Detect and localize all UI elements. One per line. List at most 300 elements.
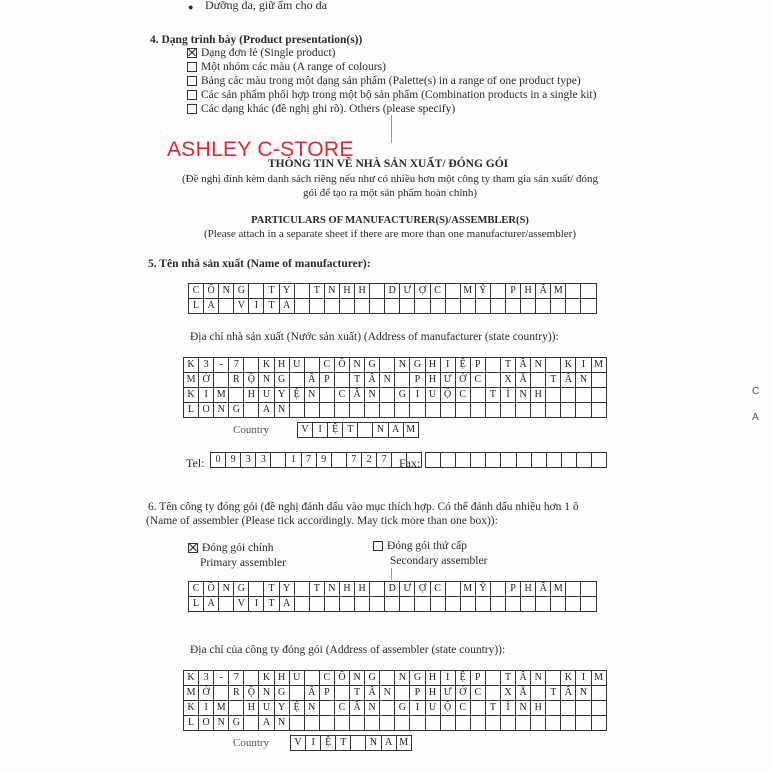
grid-row [211,453,422,468]
assembler-address-label: Địa chỉ của công ty đóng gói (Address of assembler (state country)): [190,644,506,656]
grid-cell: K [184,701,199,716]
grid-cell [475,299,490,314]
grid-cell [319,388,334,403]
grid-cell [294,284,309,299]
grid-cell [324,299,339,314]
manufacturer-address-label: Địa chỉ nhà sản xuất (Nước sản xuất) (Address of manufacturer (state country)): [190,331,559,343]
grid-cell [546,701,561,716]
grid-cell: I [249,597,264,612]
grid-cell: Ô [334,671,349,686]
grid-cell: M [551,582,566,597]
grid-cell: I [306,736,321,751]
grid-cell [581,284,596,299]
grid-cell: K [259,671,274,686]
grid-cell [591,373,606,388]
grid-cell: G [274,373,289,388]
grid-cell: I [199,701,214,716]
option-others[interactable]: Các dạng khác (đề nghị ghi rõ). Others (please specify) [187,103,455,115]
grid-cell [380,358,395,373]
grid-cell: Y [274,701,289,716]
grid-cell [531,453,546,468]
assembler-name-grid [188,581,597,612]
grid-cell [445,284,460,299]
grid-cell [334,373,349,388]
grid-cell: K [184,671,199,686]
grid-cell: Ộ [244,373,259,388]
grid-cell: V [298,423,313,438]
grid-cell: Ư [440,373,455,388]
grid-cell [244,358,259,373]
grid-cell: 9 [316,453,331,468]
grid-cell: I [410,388,425,403]
grid-cell: T [546,373,561,388]
grid-cell: Ộ [440,701,455,716]
grid-cell [521,597,536,612]
grid-cell: H [244,388,259,403]
grid-cell: Ầ [350,388,365,403]
grid-cell: N [274,403,289,418]
tel-grid[interactable] [210,452,422,468]
fax-grid[interactable] [425,452,607,468]
grid-cell [370,299,385,314]
grid-cell: P [505,284,520,299]
grid-cell: Â [365,373,380,388]
grid-cell: T [309,284,324,299]
grid-cell [334,403,349,418]
grid-cell: H [425,373,440,388]
grid-row [189,597,597,612]
grid-cell [576,453,591,468]
grid-cell: N [395,671,410,686]
grid-cell: T [264,597,279,612]
grid-cell: T [350,686,365,701]
grid-cell: Â [561,686,576,701]
grid-cell: N [350,671,365,686]
grid-cell: 2 [361,453,376,468]
grid-cell: Ẩ [536,582,551,597]
grid-cell: T [343,423,358,438]
grid-cell [551,299,566,314]
grid-cell [470,388,485,403]
grid-cell: I [440,671,455,686]
grid-cell: H [531,701,546,716]
section4-title: 4. Dạng trình bày (Product presentation(s)) [150,34,363,46]
grid-cell: Ấ [304,373,319,388]
grid-cell: C [430,582,445,597]
grid-cell [516,403,531,418]
grid-cell: I [249,299,264,314]
grid-cell [410,716,425,731]
grid-cell: H [274,671,289,686]
grid-cell: I [313,423,328,438]
grid-cell: Ã [516,373,531,388]
grid-cell: 0 [211,453,226,468]
grid-cell: A [279,299,294,314]
grid-cell [566,299,581,314]
grid-cell [244,671,259,686]
grid-cell [486,453,501,468]
grid-cell: T [350,373,365,388]
grid-cell [350,716,365,731]
grid-cell [445,597,460,612]
grid-cell: H [531,388,546,403]
grid-cell [370,582,385,597]
grid-cell: H [339,284,354,299]
grid-cell: 3 [256,453,271,468]
grid-cell: N [324,284,339,299]
grid-cell [581,597,596,612]
grid-cell: N [373,423,388,438]
grid-cell: G [395,701,410,716]
grid-row [189,582,597,597]
grid-cell [395,373,410,388]
grid-cell: L [189,597,204,612]
grid-cell: Ầ [350,701,365,716]
grid-cell [490,582,505,597]
grid-cell: M [184,686,199,701]
grid-cell [470,403,485,418]
grid-cell [365,403,380,418]
grid-cell: K [259,358,274,373]
grid-cell: V [291,736,306,751]
grid-cell [576,716,591,731]
grid-cell: U [259,701,274,716]
grid-cell: M [591,671,606,686]
grid-cell [561,403,576,418]
grid-cell: I [440,358,455,373]
grid-cell [591,388,606,403]
grid-cell: M [214,701,229,716]
grid-cell [455,716,470,731]
grid-cell: N [380,373,395,388]
grid-cell: Ỉ [500,388,515,403]
grid-cell: Ở [199,686,214,701]
grid-cell [546,453,561,468]
grid-cell [289,403,304,418]
grid-cell: Ỉ [500,701,515,716]
grid-cell [566,582,581,597]
grid-cell: G [365,358,380,373]
grid-cell: H [355,284,370,299]
grid-cell [219,597,234,612]
grid-cell [430,299,445,314]
grid-cell [546,716,561,731]
grid-cell: H [425,686,440,701]
grid-cell [531,403,546,418]
grid-cell: H [521,284,536,299]
grid-cell [331,453,346,468]
grid-cell [249,284,264,299]
grid-cell: A [204,299,219,314]
grid-cell [501,453,516,468]
grid-cell [576,701,591,716]
grid-cell [380,716,395,731]
grid-cell: 7 [377,453,392,468]
grid-cell: 3 [241,453,256,468]
grid-cell: Â [561,373,576,388]
grid-cell: K [561,358,576,373]
grid-cell [561,716,576,731]
assembler-country-label: Country [233,737,270,749]
scan-mark [391,115,392,143]
manufacturer-title-vi: THÔNG TIN VỀ NHÀ SẢN XUẤT/ ĐÓNG GÓI [268,158,509,170]
grid-cell [591,716,606,731]
grid-cell [531,373,546,388]
checkbox-checked-icon[interactable] [187,48,197,58]
grid-row [426,453,607,468]
primary-assembler-option[interactable]: Đóng gói chính [188,542,274,554]
grid-cell: K [184,388,199,403]
grid-cell: H [355,582,370,597]
checkbox-checked-icon[interactable] [188,543,198,553]
option-range-colours[interactable]: Một nhóm các màu (A range of colours) [187,61,386,73]
grid-cell: M [460,582,475,597]
grid-cell [294,597,309,612]
grid-cell: Ỹ [475,284,490,299]
grid-cell [425,403,440,418]
grid-cell [531,716,546,731]
grid-cell: U [259,388,274,403]
checkbox-icon[interactable] [187,76,197,86]
grid-cell [470,701,485,716]
grid-cell: G [234,284,249,299]
grid-cell: H [521,582,536,597]
grid-cell [566,284,581,299]
grid-cell: U [425,701,440,716]
tel-label: Tel: [186,456,205,470]
grid-cell [561,701,576,716]
grid-cell: V [234,299,249,314]
secondary-assembler-option[interactable]: Đóng gói thứ cấp [373,540,467,552]
top-bullet-text: Dưỡng da, giữ ẩm cho da [205,0,327,12]
option-palette[interactable]: Bảng các màu trong một dạng sản phẩm (Palette(s) in a range of one product type) [187,75,581,87]
grid-cell [319,403,334,418]
grid-cell: T [336,736,351,751]
grid-cell: M [591,358,606,373]
grid-cell: Ô [204,582,219,597]
grid-cell: 3 [199,358,214,373]
grid-cell: N [395,358,410,373]
grid-cell [500,716,515,731]
checkbox-icon[interactable] [187,62,197,72]
store-watermark: ASHLEY C-STORE [167,138,354,161]
grid-row [291,736,412,751]
grid-cell [380,671,395,686]
grid-cell [304,403,319,418]
grid-cell: I [576,671,591,686]
grid-cell: 9 [226,453,241,468]
grid-cell: X [500,373,515,388]
grid-cell [358,423,373,438]
option-combination[interactable]: Các sản phẩm phối hợp trong một bộ sản phẩm (Combination products in a single kit) [187,89,596,101]
grid-cell: Ộ [440,388,455,403]
grid-cell [441,453,456,468]
grid-cell: M [214,388,229,403]
grid-cell [566,597,581,612]
grid-cell [475,597,490,612]
grid-cell [289,373,304,388]
manufacturer-name-grid [188,283,597,314]
grid-cell: M [551,284,566,299]
checkbox-icon[interactable] [187,104,197,114]
grid-cell: N [365,701,380,716]
grid-cell: O [199,716,214,731]
grid-cell [460,299,475,314]
grid-cell: T [485,701,500,716]
grid-cell: Ớ [455,373,470,388]
grid-cell [370,284,385,299]
grid-cell [592,453,607,468]
grid-cell: Y [279,284,294,299]
grid-cell [355,299,370,314]
grid-cell: O [199,403,214,418]
grid-cell: T [500,358,515,373]
grid-cell [485,686,500,701]
assembler-address-grid [183,670,607,731]
grid-cell: T [264,284,279,299]
grid-cell: X [500,686,515,701]
grid-cell: 7 [229,358,244,373]
grid-cell: P [319,686,334,701]
grid-cell [536,597,551,612]
grid-cell [415,597,430,612]
grid-cell [505,299,520,314]
grid-cell: C [189,582,204,597]
grid-cell: Ấ [304,686,319,701]
grid-cell: 7 [301,453,316,468]
grid-cell: C [430,284,445,299]
grid-cell [289,686,304,701]
grid-cell: G [229,716,244,731]
grid-cell [385,597,400,612]
grid-cell [581,299,596,314]
grid-cell [229,701,244,716]
grid-cell: C [455,388,470,403]
grid-cell [546,358,561,373]
grid-cell [440,403,455,418]
grid-cell: U [425,388,440,403]
checkbox-icon[interactable] [373,541,383,551]
grid-row [189,284,597,299]
grid-cell: N [380,686,395,701]
grid-cell: T [264,582,279,597]
grid-cell: T [309,582,324,597]
grid-cell: P [470,358,485,373]
manufacturer-country-grid [297,422,419,438]
grid-cell: Ệ [289,701,304,716]
checkbox-icon[interactable] [187,90,197,100]
grid-cell [546,671,561,686]
grid-cell: U [289,671,304,686]
grid-cell: 7 [229,671,244,686]
grid-cell [410,403,425,418]
grid-row [184,358,607,373]
grid-cell [591,403,606,418]
grid-cell: Ư [400,284,415,299]
grid-cell: 3 [199,671,214,686]
grid-cell: N [516,701,531,716]
grid-cell [485,716,500,731]
grid-cell: M [460,284,475,299]
grid-cell: I [410,701,425,716]
scan-mark [391,568,392,580]
grid-cell: I [576,358,591,373]
grid-cell: G [229,403,244,418]
grid-cell: G [410,671,425,686]
grid-cell [591,701,606,716]
grid-cell: A [259,403,274,418]
grid-cell [490,284,505,299]
grid-cell: Ệ [328,423,343,438]
grid-cell: Â [365,686,380,701]
grid-cell: Ệ [455,671,470,686]
grid-cell: N [274,716,289,731]
grid-cell [380,701,395,716]
edge-mark: C [752,386,760,397]
grid-cell: R [229,373,244,388]
option-single-product[interactable]: Dạng đơn lẻ (Single product) [187,47,335,59]
grid-cell: - [214,358,229,373]
grid-cell: K [561,671,576,686]
grid-cell [365,716,380,731]
grid-cell: N [350,358,365,373]
grid-cell [400,299,415,314]
grid-cell [229,388,244,403]
grid-cell [485,373,500,388]
fax-label: Fax: [399,456,421,470]
grid-cell: Ư [400,582,415,597]
grid-cell [536,299,551,314]
grid-cell: N [259,686,274,701]
grid-cell: G [365,671,380,686]
grid-cell [219,299,234,314]
grid-cell: N [365,388,380,403]
grid-cell: Ợ [415,582,430,597]
grid-cell: T [546,686,561,701]
grid-cell [485,358,500,373]
edge-mark: A [752,412,759,423]
manufacturer-title-en: PARTICULARS OF MANUFACTURER(S)/ASSEMBLER(S) [251,215,529,226]
grid-cell: H [339,582,354,597]
grid-cell [561,388,576,403]
grid-cell: Â [516,671,531,686]
grid-cell: N [259,373,274,388]
grid-cell: N [214,403,229,418]
grid-cell: Â [516,358,531,373]
grid-cell: Ệ [289,388,304,403]
grid-cell: Ỹ [475,582,490,597]
grid-cell [304,358,319,373]
grid-cell: A [381,736,396,751]
grid-cell: G [410,358,425,373]
grid-cell: N [531,671,546,686]
grid-cell: M [396,736,411,751]
grid-cell [546,403,561,418]
grid-cell [400,597,415,612]
grid-cell: H [244,701,259,716]
grid-cell [485,403,500,418]
grid-cell [319,716,334,731]
grid-cell: C [319,671,334,686]
grid-cell [304,716,319,731]
section6-title-1: 6. Tên công ty đóng gói (đề nghị đánh dấu vào mục thích hợp. Có thể đánh dấu nhiều hơn 1 ô [148,501,579,513]
grid-cell [370,597,385,612]
grid-cell: Ô [204,284,219,299]
grid-cell [430,597,445,612]
grid-cell [324,597,339,612]
grid-cell: I [199,388,214,403]
grid-row [184,388,607,403]
